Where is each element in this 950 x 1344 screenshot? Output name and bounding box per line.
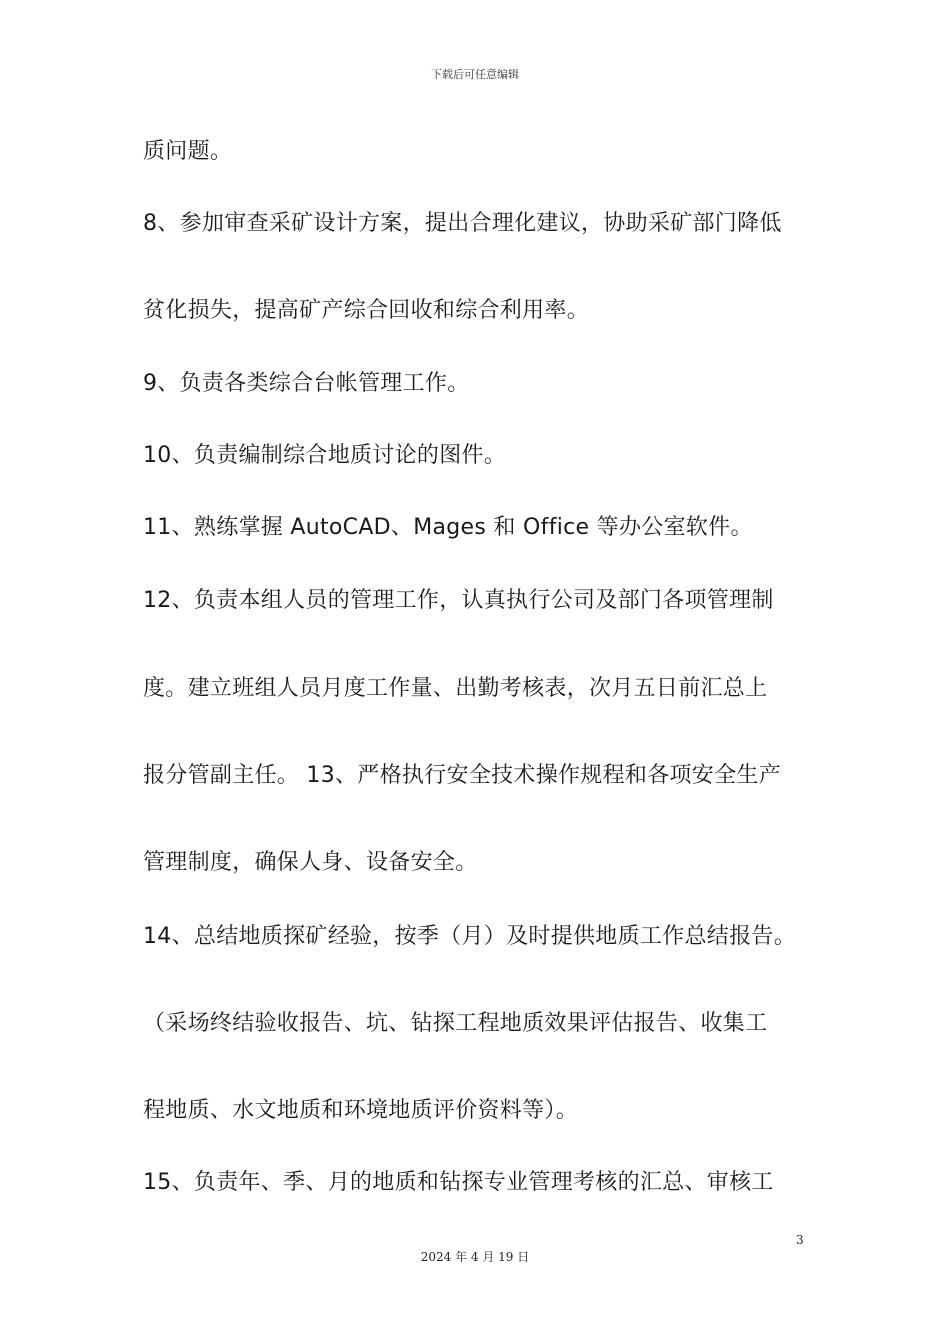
body-line: 质问题。 (143, 139, 233, 164)
page-number: 3 (796, 1233, 804, 1247)
body-line: （采场终结验收报告、坑、钻探工程地质效果评估报告、收集工 (143, 1011, 768, 1036)
body-line: 9、负责各类综合台帐管理工作。 (143, 371, 470, 396)
body-line: 11、熟练掌握 AutoCAD、Mages 和 Office 等办公室软件。 (143, 515, 753, 540)
body-line: 管理制度，确保人身、设备安全。 (143, 850, 478, 875)
body-line: 8、参加审查采矿设计方案，提出合理化建议，协助采矿部门降低 (143, 211, 782, 236)
body-line: 12、负责本组人员的管理工作，认真执行公司及部门各项管理制 (143, 588, 774, 613)
footer-date: 2024 年 4 月 19 日 (420, 1250, 530, 1264)
body-line: 贫化损失，提高矿产综合回收和综合利用率。 (143, 298, 590, 323)
body-line: 程地质、水文地质和环境地质评价资料等）。 (143, 1098, 579, 1123)
body-line: 报分管副主任。 13、严格执行安全技术操作规程和各项安全生产 (143, 763, 781, 788)
body-line: 度。建立班组人员月度工作量、出勤考核表，次月五日前汇总上 (143, 676, 768, 701)
body-line: 10、负责编制综合地质讨论的图件。 (143, 443, 507, 468)
body-line: 15、负责年、季、月的地质和钻探专业管理考核的汇总、审核工 (143, 1170, 774, 1195)
page-header: 下载后可任意编辑 (431, 68, 519, 81)
body-line: 14、总结地质探矿经验，按季（月）及时提供地质工作总结报告。 (143, 924, 796, 949)
